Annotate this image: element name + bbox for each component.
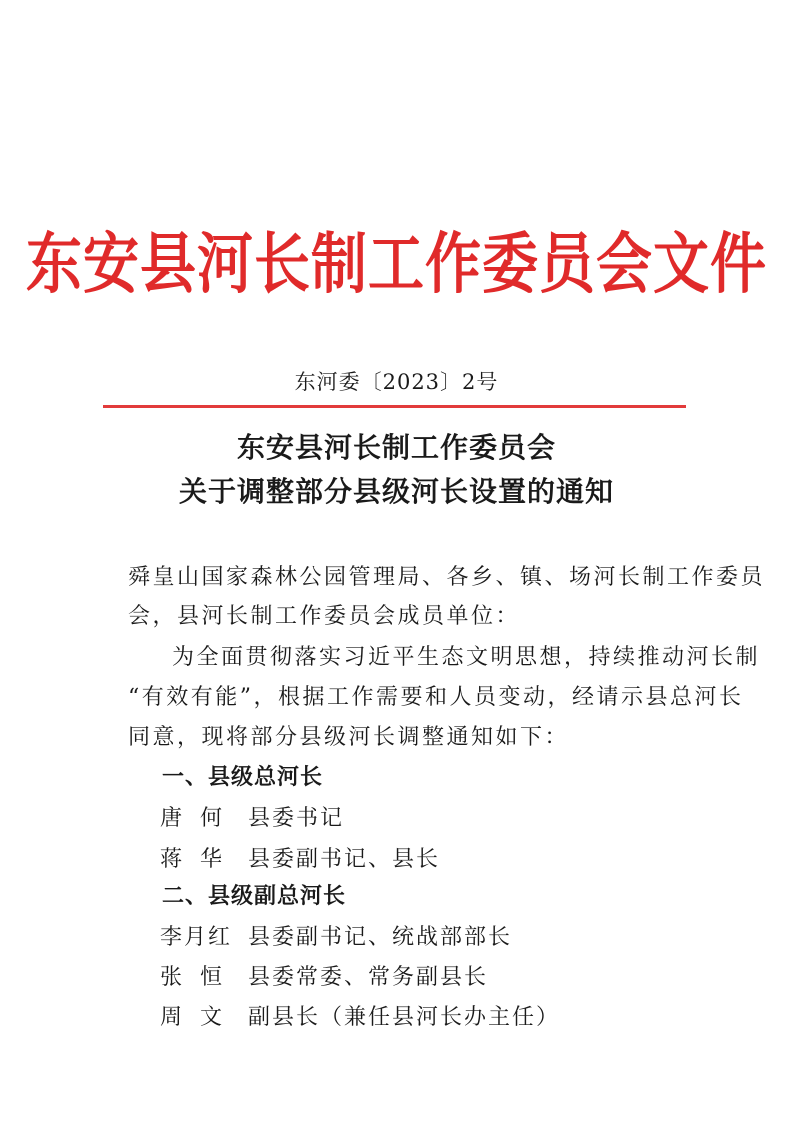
person-role: 县委副书记、县长 (248, 847, 441, 872)
person-name: 蒋华 (160, 847, 241, 872)
person-role: 县委副书记、统战部部长 (248, 925, 513, 950)
person-row (160, 960, 488, 991)
person-row (160, 842, 440, 873)
person-row (160, 801, 344, 832)
salutation-line-2: 会，县河长制工作委员会成员单位： (128, 604, 521, 629)
intro-line-2: “有效有能”，根据工作需要和人员变动，经请示县总河长 (128, 685, 744, 710)
document-number: 东河委〔2023〕2号 (294, 370, 499, 394)
person-row (160, 1000, 560, 1031)
red-divider-line (103, 405, 686, 408)
masthead-title: 东安县河长制工作委员会文件 (26, 226, 767, 303)
person-role: 副县长（兼任县河长办主任） (248, 1005, 561, 1030)
person-role: 县委常委、常务副县长 (248, 965, 489, 990)
person-name: 唐何 (160, 806, 241, 831)
person-name: 周文 (160, 1005, 241, 1030)
salutation-line-1: 舜皇山国家森林公园管理局、各乡、镇、场河长制工作委员 (128, 565, 766, 590)
intro-line-3: 同意，现将部分县级河长调整通知如下： (128, 725, 570, 750)
intro-line-1: 为全面贯彻落实习近平生态文明思想，持续推动河长制 (172, 645, 761, 670)
person-name: 张恒 (160, 965, 241, 990)
person-row (160, 920, 512, 951)
section-heading-deputy: 二、县级副总河长 (162, 884, 347, 909)
notice-title-line-1: 东安县河长制工作委员会 (236, 431, 556, 464)
section-heading-chief: 一、县级总河长 (162, 765, 324, 790)
person-role: 县委书记 (248, 806, 345, 831)
person-name: 李月红 (160, 925, 233, 950)
notice-title-line-2: 关于调整部分县级河长设置的通知 (178, 475, 614, 508)
